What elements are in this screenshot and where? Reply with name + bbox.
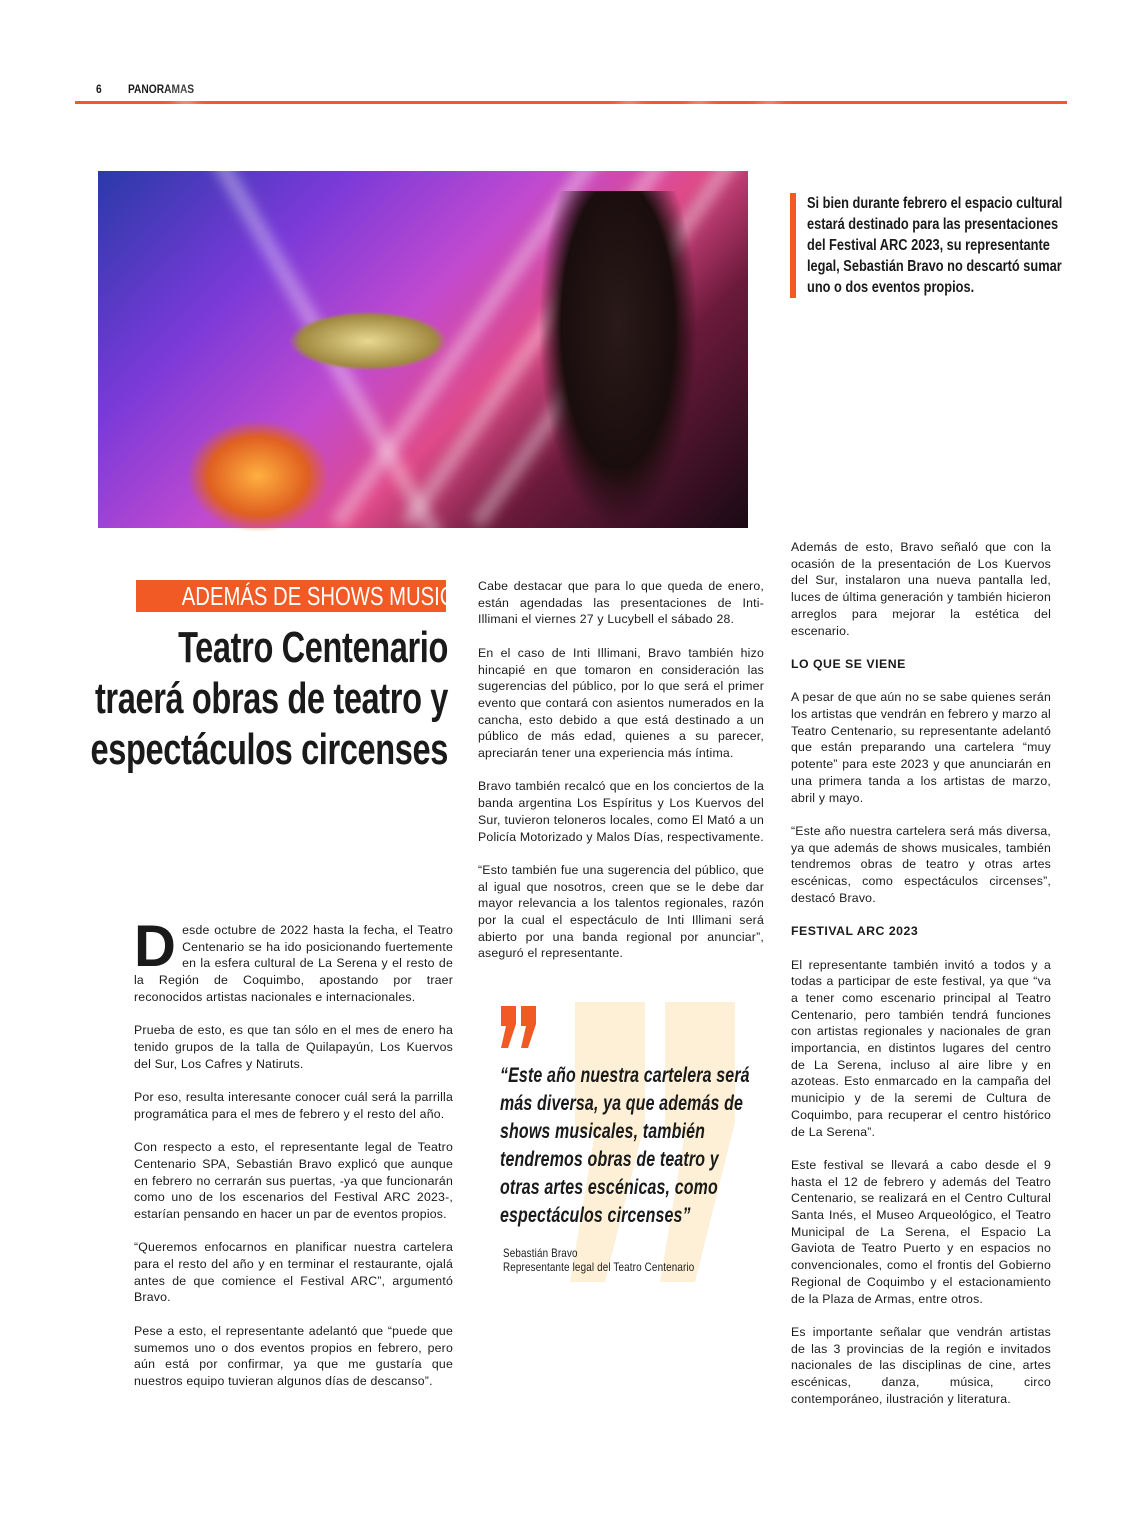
kicker: ADEMÁS DE SHOWS MUSICALES — [136, 580, 446, 612]
quote-mark-icon — [499, 1006, 539, 1048]
pull-quote — [495, 1002, 750, 1284]
column-3: Además de esto, Bravo señaló que con la ocasión de la presentación de Los Kuervos del Sur, instalaron una nueva pantalla led, luces de última generación y también hicieron arreglos para mejorar la estética del escenario. LO QUE SE VIENE A pesar de que aún no se sabe quienes serán los artistas que vendrán en febrero y marzo al Teatro Centenario, su representante adelantó que están preparando una cartelera “muy potente” para este 2023 y que anunciarán en una primera tanda a los artistas de marzo, abril y mayo. “Este año nuestra cartelera será más diversa, ya que además de shows musicales, también tendremos obras de teatro y otras artes escénicas, como espectáculos circenses”, destacó Bravo. FESTIVAL ARC 2023 El representante también invitó a todos y a todas a participar de este festival, ya que “va a tener como escenario principal al Teatro Centenario, pero también tendrá funciones con artistas regionales y nacionales de gran importancia, en distintos lugares del centro de La Serena, incluso al aire libre y en azoteas. Esto enmarcado en la campaña del municipio y de la seremi de Cultura de Coquimbo, para recuperar el centro histórico de La Serena”. Este festival se llevará a cabo desde el 9 hasta el 12 de febrero y además del Teatro Centenario, se realizará en el Centro Cultural Santa Inés, el Museo Arqueológico, el Teatro Municipal de La Serena, el Espacio La Gaviota de Teatro Puerto y en espacios no convencionales, como el frontis del Gobierno Regional de Coquimbo y el estacionamiento de la Plaza de Armas, entre otros. Es importante señalar que vendrán artistas de las 3 provincias de la región e invitados nacionales de las disciplinas de cine, artes escénicas, danza, música, circo contemporáneo, ilustración y literatura. — [791, 540, 1051, 1406]
quote-text: “Este año nuestra cartelera será más diversa, ya que además de shows musicales, también tendremos obras de teatro y otras artes escénicas, como espectáculos circenses” — [500, 1064, 750, 1228]
column-1: Desde octubre de 2022 hasta la fecha, el Teatro Centenario se ha ido posicionando fuertemente en la esfera cultural de La Serena y el resto de la Región de Coquimbo, apostando por traer reconocidos artistas nacionales e internacionales. Prueba de esto, es que tan sólo en el mes de enero ha tenido grupos de la talla de Quilapayún, Los Kuervos del Sur, Los Cafres y Natiruts. Por eso, resulta interesante conocer cuál será la parrilla programática para el mes de febrero y el resto del año. Con respecto a esto, el representante legal de Teatro Centenario SPA, Sebastián Bravo explicó que aunque en febrero no cerrarán sus puertas, -ya que funcionarán como uno de los escenarios del Festival ARC 2023-, estarían pensando en hacer un par de eventos propios. “Queremos enfocarnos en planificar nuestra cartelera para el resto del año y en terminar el restaurante, ojalá antes de que comience el Festival ARC”, argumentó Bravo. Pese a esto, el representante adelantó que “puede que sumemos uno o dos eventos propios en febrero, pero aún está por confirmar, ya que me gustaría que nuestros equipo tuvieran algunos días de descanso”. — [134, 914, 453, 1388]
subheading: FESTIVAL ARC 2023 — [791, 924, 919, 939]
subheading: LO QUE SE VIENE — [791, 656, 906, 671]
page-number: 6 — [96, 82, 102, 96]
quote-role: Representante legal del Teatro Centenario — [503, 1260, 695, 1275]
section-name: PANORAMAS — [128, 82, 195, 96]
headline: Teatro Centenario traerá obras de teatro y espectáculos circenses — [90, 623, 449, 774]
column-2: Cabe destacar que para lo que queda de enero, están agendadas las presentaciones de Inti-Illimani el viernes 27 y Lucybell el sábado 28. En el caso de Inti Illimani, Bravo también hizo hincapié en que tomaron en consideración las sugerencias del público, por lo que será el primer evento que contará con asientos numerados en la cancha, esto debido a que está destinado a un público de más edad, quienes a su parecer, apreciarán tener una experiencia más íntima. Bravo también recalcó que en los conciertos de la banda argentina Los Espíritus y Los Kuervos del Sur, tuvieron teloneros locales, como El Mató a un Policía Motorizado y Malos Días, respectivamente. “Esto también fue una sugerencia del público, que al igual que nosotros, creen que se le debe dar mayor relevancia a los talentos regionales, razón por la cual el espectáculo de Inti Illimani será abierto por una banda regional por anunciar”, aseguró el representante. “Este año nuestra cartelera será más diversa, ya que además de shows musicales, también tendremos obras de teatro y otras artes escénicas, como espectáculos circenses” Sebastián Bravo Representante legal del Teatro Centenario — [478, 578, 764, 1284]
quote-author: Sebastián Bravo — [503, 1246, 578, 1261]
concert-photo — [98, 171, 748, 528]
header-rule — [75, 101, 1067, 104]
drop-cap: D — [134, 914, 177, 979]
highlight-summary: Si bien durante febrero el espacio cultural estará destinado para las presentaciones del Festival ARC 2023, su representante legal, Sebastián Bravo no descartó sumar uno o dos eventos propios. — [790, 193, 1050, 298]
